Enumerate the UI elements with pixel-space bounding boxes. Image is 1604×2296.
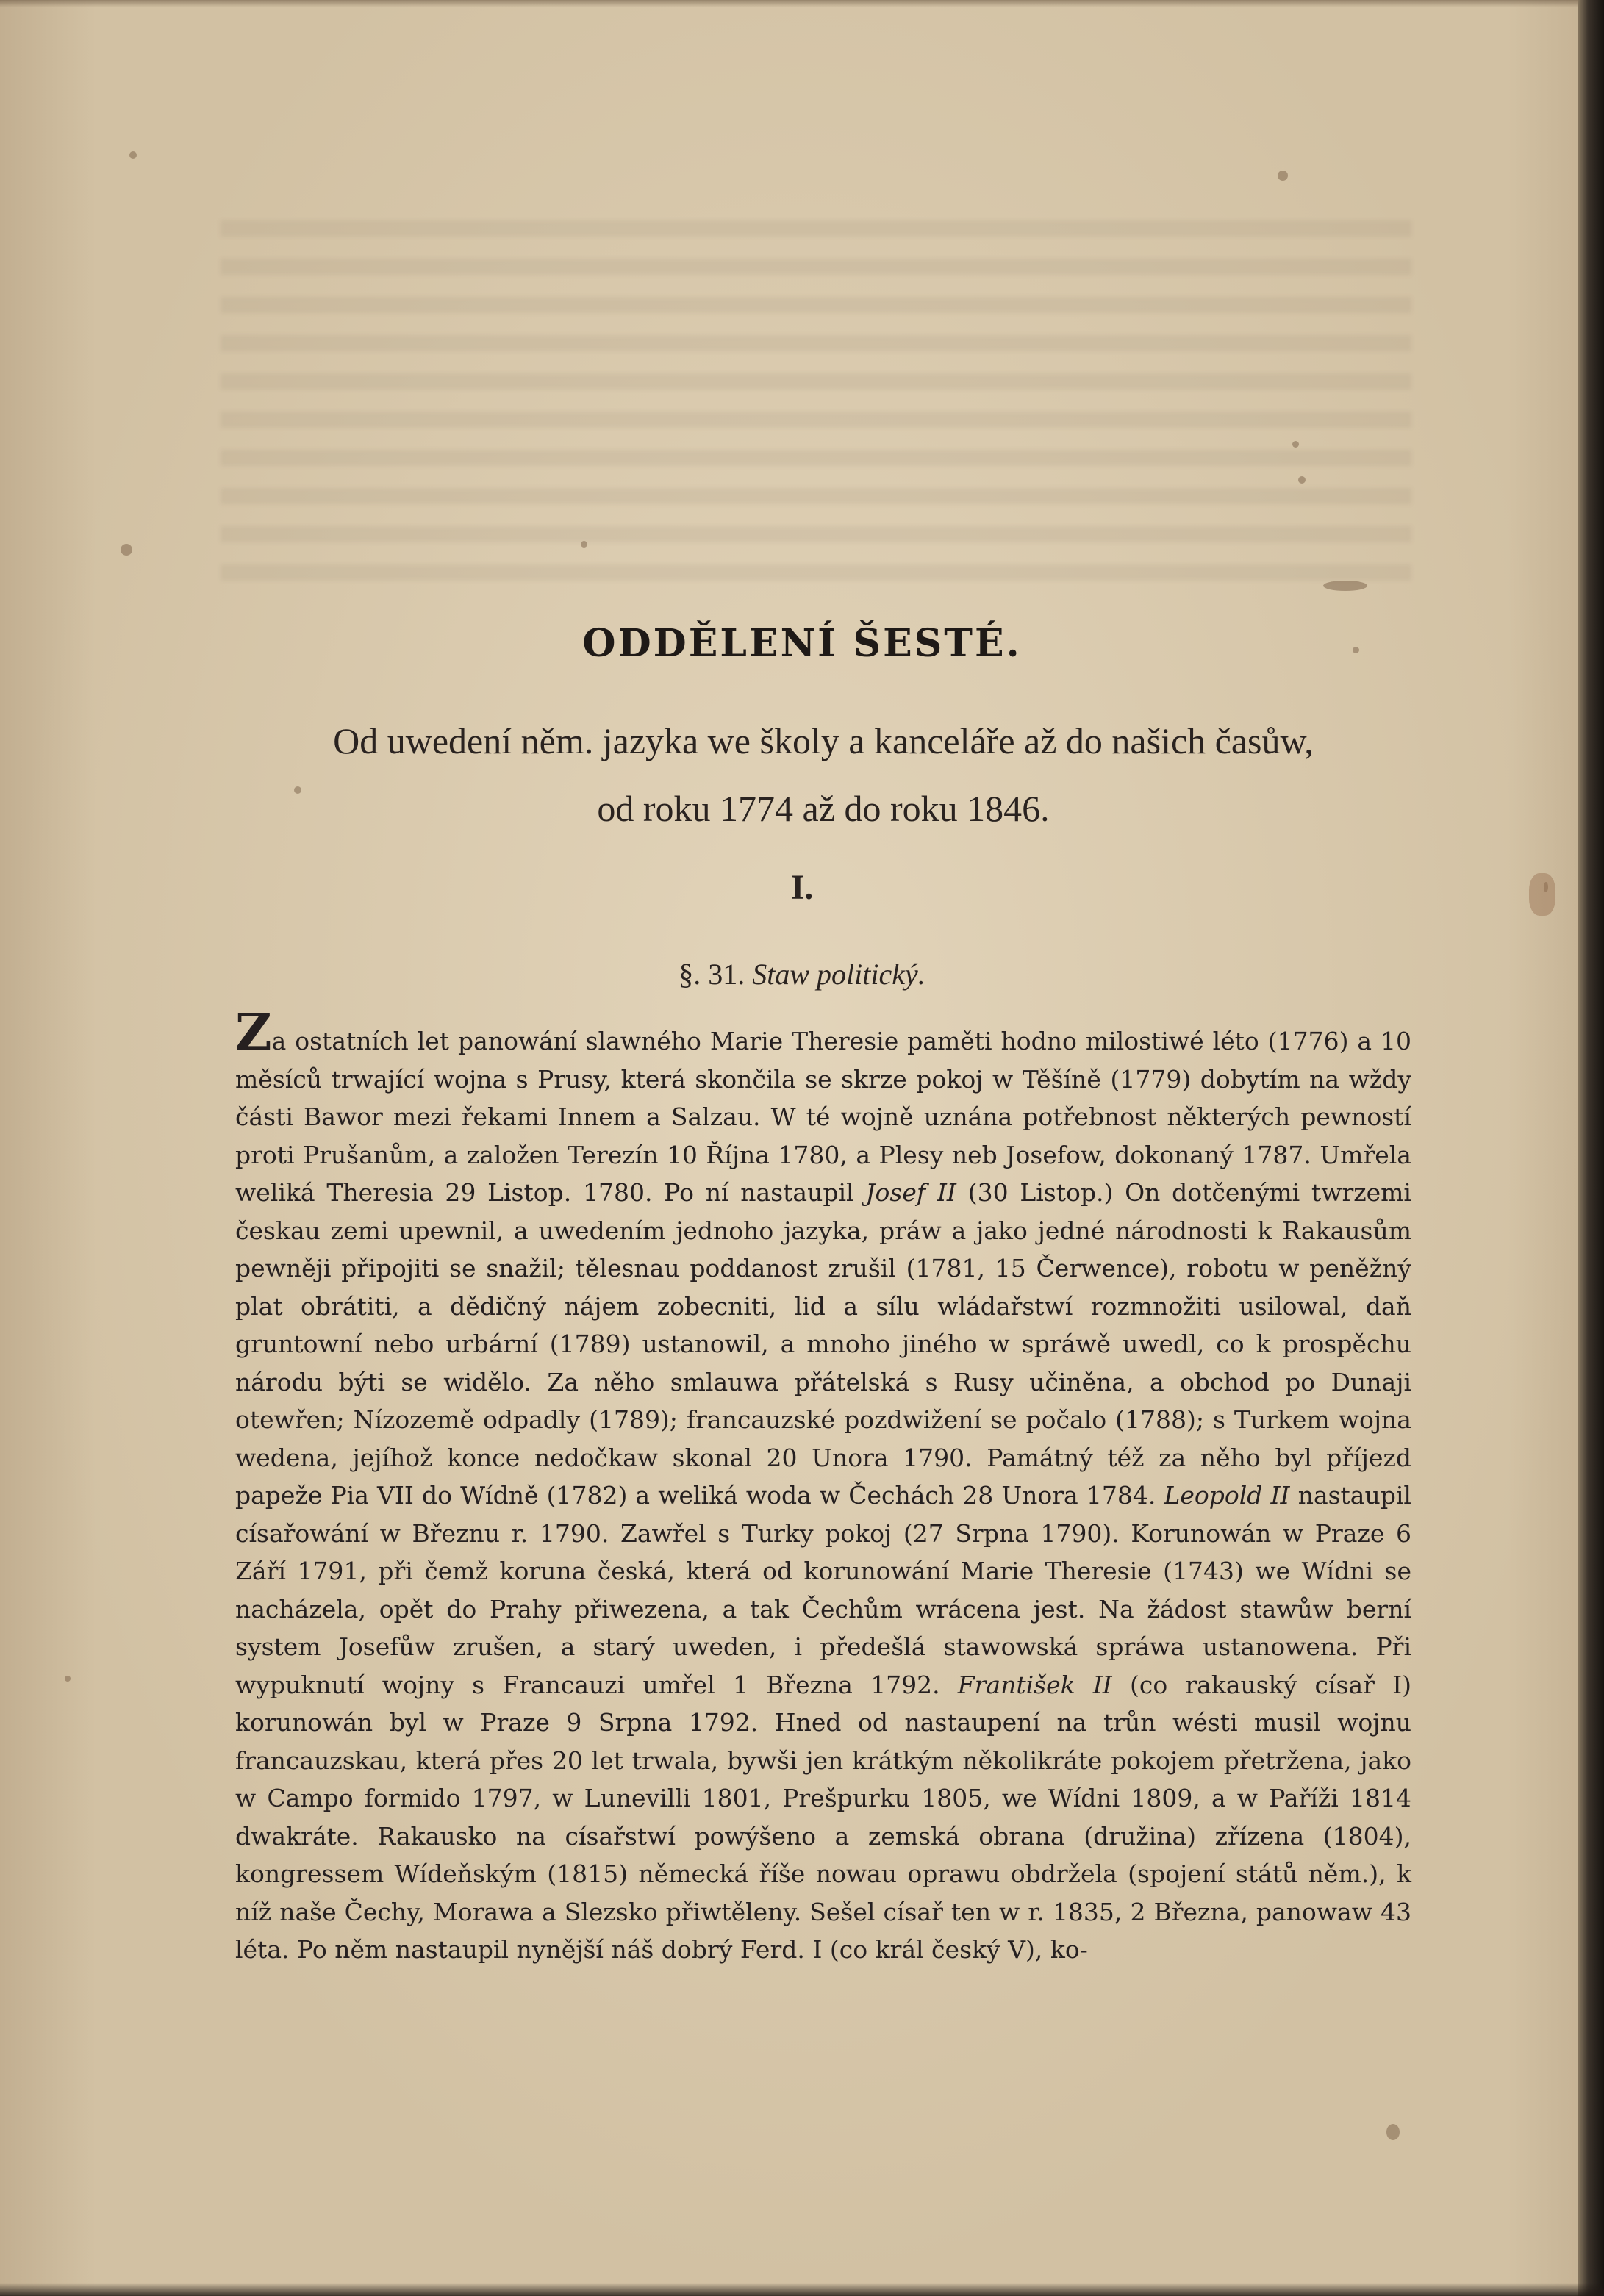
paragraph-heading — [0, 957, 1604, 991]
stain-spot — [1292, 441, 1299, 448]
body-segment: (30 Listop.) On dotčenými twrzemi českau zemi upewnil, a uwedením jednoho jazyka, práw a jako jedné národnosti k Rakausům pewněji připojiti se snažil; tělesnau poddanost zrušil (1781, 15 Čerwence), robotu w peněžný plat obrátiti, a dědičný nájem zobecniti, lid a sílu wládařstwí rozmnožiti usilowal, daň gruntowní nebo urbární (1789) ustanowil, a mnoho jiného w spráwě uwedl, co k prospěchu národu býti se widělo. Za něho smlauwa přátelská s Rusy učiněna, a obchod po Dunaji otewřen; Nízozemě odpadly (1789); francauzské pozdwižení se počalo (1788); s Turkem wojna wedena, jejíhož konce nedočkaw skonal 20 Unora 1790. Památný též za něho byl příjezd papeže Pia VII do Wídně (1782) a weliká woda w Čechách 28 Unora 1784. — [235, 1178, 1411, 1510]
body-segment: (co rakauský císař I) korunowán byl w Praze 9 Srpna 1792. Hned od nastaupení na trůn wésti musil wojnu francauzskau, která přes 20 let trwala, bywši jen krátkým několikráte pokojem přetržena, jako w Campo formido 1797, w Lunevilli 1801, Prešpurku 1805, we Wídni 1809, a w Paříži 1814 dwakráte. Rakausko na císařstwí powýšeno a zemská obrana (družina) zřízena (1804), kongressem Wídeňským (1815) německá říše nowau oprawu obdržela (spojení států něm.), k níž naše Čechy, Morawa a Slezsko přiwtěleny. Sešel císař ten w r. 1835, 2 Března, panowaw 43 léta. Po něm nastaupil nynější náš dobrý Ferd. I (co král český V), ko- — [235, 1670, 1411, 1964]
section-heading: ODDĚLENÍ ŠESTÉ. — [582, 621, 1022, 666]
stain-spot — [1323, 581, 1367, 591]
stain-spot — [1278, 171, 1288, 181]
page-right-edge — [1578, 0, 1604, 2296]
subtitle-line: Od uwedení něm. jazyka we školy a kanceláře až do našich časůw, — [333, 720, 1314, 761]
show-through-text — [221, 220, 1411, 603]
ruler-name: Leopold II — [1164, 1481, 1290, 1510]
section-subtitle — [221, 707, 1426, 842]
stain-spot — [581, 541, 587, 548]
body-segment: a ostatních let panowání slawného Marie Theresie paměti hodno milostiwé léto (1776) a 10 měsíců trwající wojna s Prusy, která skončila se skrze pokoj w Těšíně (1779) dobytím na wždy části Bawor mezi řekami Innem a Salzau. W té wojně uznána potřebnost některých pewností proti Prušanům, a založen Terezín 10 Října 1780, a Plesy neb Josefow, dokonaný 1787. Umřela weliká Theresia 29 Listop. 1780. Po ní nastaupil — [235, 1027, 1411, 1207]
ruler-name: Josef II — [865, 1178, 956, 1207]
part-number: I. — [790, 868, 814, 907]
subtitle-line: od roku 1774 až do roku 1846. — [597, 788, 1050, 829]
body-text — [235, 1003, 1411, 1969]
paragraph-number: §. 31. — [679, 958, 745, 991]
paragraph-title: Staw politický. — [752, 958, 925, 991]
stain-spot — [129, 151, 137, 159]
body-segment: nastaupil císařowání w Březnu r. 1790. Zawřel s Turky pokoj (27 Srpna 1790). Korunowán w Praze 6 Září 1791, při čemž koruna česká, která od korunowání Marie Theresie (1743) we Wídni se nacházela, opět do Prahy přiwezena, a tak Čechům wrácena jest. Na žádost stawůw berní system Josefůw zrušen, a starý uweden, i předešlá stawowská spráwa ustanowena. Při wypuknutí wojny s Francauzi umřel 1 Března 1792. — [235, 1481, 1411, 1699]
page-bottom-edge — [0, 2283, 1604, 2296]
page-top-edge — [0, 0, 1604, 7]
drop-cap: Z — [235, 1003, 272, 1062]
ruler-name: František II — [957, 1670, 1112, 1699]
stain-spot — [1298, 476, 1306, 484]
stain-spot — [65, 1676, 71, 1682]
stain-spot — [1386, 2124, 1400, 2140]
stain-spot — [121, 544, 132, 556]
